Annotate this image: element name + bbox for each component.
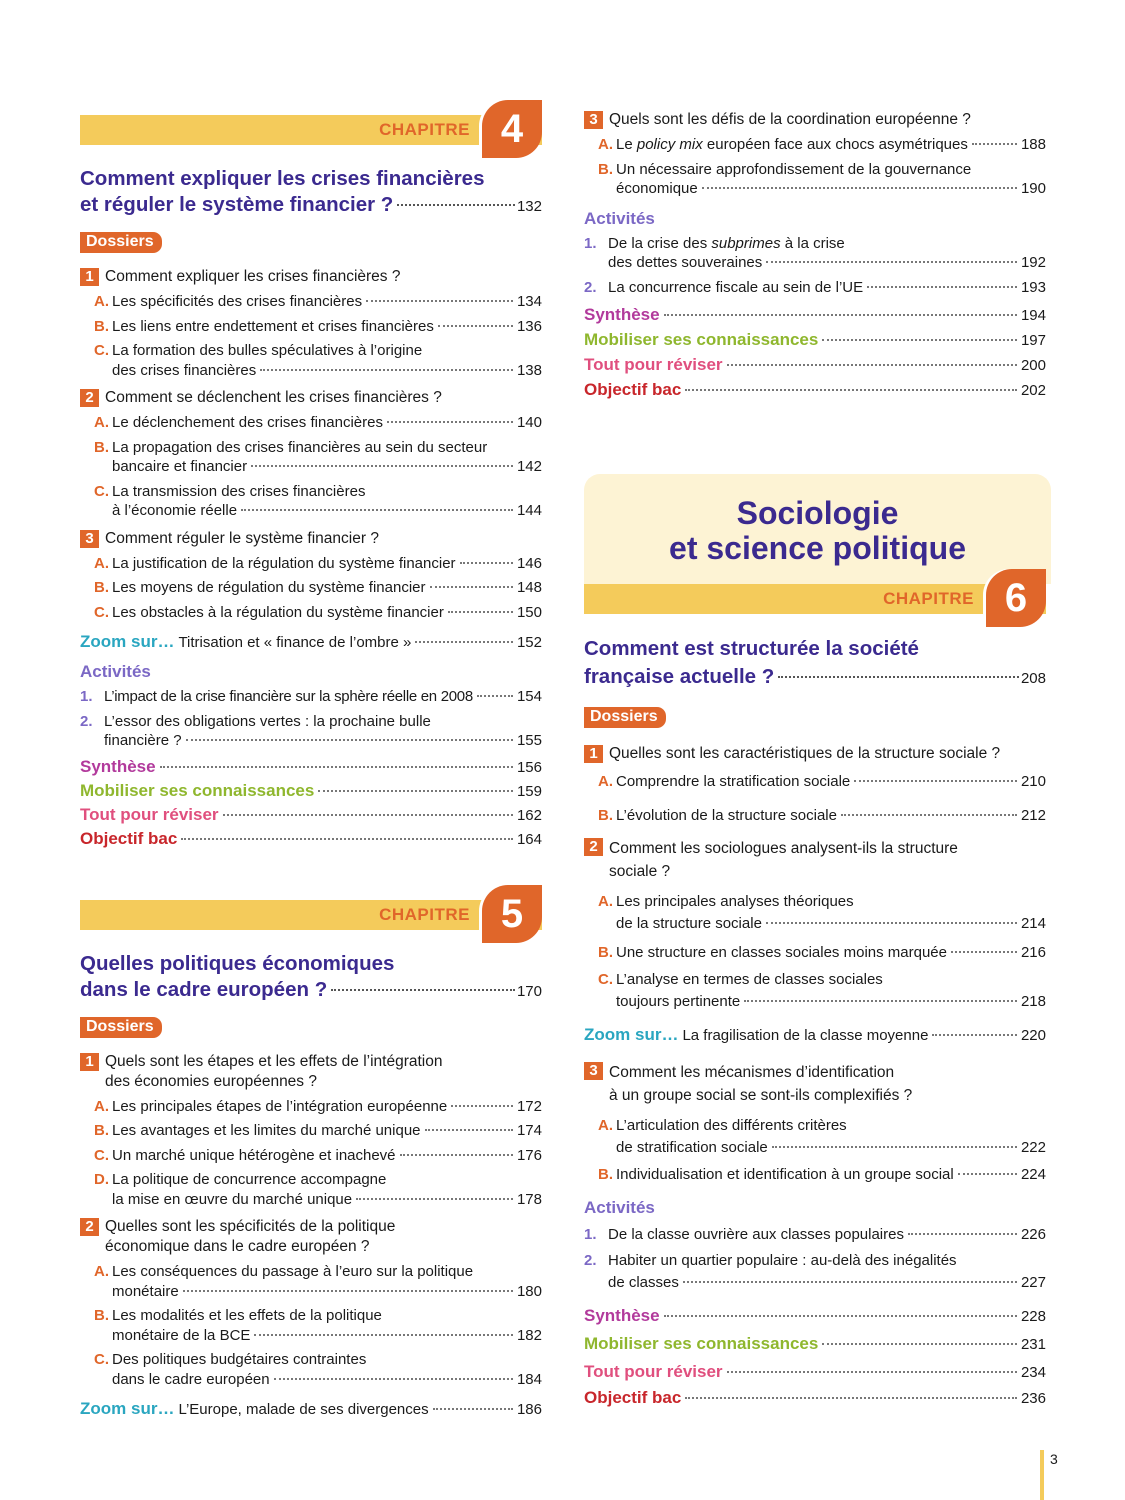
toc-entry[interactable] — [584, 943, 1046, 963]
dossier-heading[interactable] — [80, 1217, 542, 1257]
page-ref: 144 — [516, 502, 542, 519]
left-column — [80, 100, 542, 1419]
section-title-line: Sociologie — [736, 495, 899, 531]
page-ref: 159 — [516, 782, 542, 800]
entry-text: Une structure en classes sociales moins marquée — [616, 944, 947, 961]
objectif-bac-entry[interactable] — [80, 829, 542, 849]
tout-pour-reviser-entry[interactable] — [584, 355, 1046, 375]
objectif-bac-entry[interactable] — [584, 1388, 1046, 1408]
dossier-title: Comment réguler le système financier ? — [105, 529, 379, 547]
chapter-6-bar — [584, 569, 1046, 631]
entry-text: Individualisation et identification à un groupe social — [616, 1165, 954, 1183]
entry-text: dans le cadre européen — [112, 1370, 270, 1388]
entry-text: La formation des bulles spéculatives à l’origine — [112, 342, 423, 359]
tout-pour-reviser-entry[interactable] — [80, 805, 542, 825]
page-ref: 178 — [516, 1190, 542, 1208]
page-ref: 172 — [516, 1097, 542, 1115]
entry-text: Mobiliser ses connaissances — [584, 1333, 819, 1353]
entry-text: La fragilisation de la classe moyenne — [682, 1026, 929, 1044]
mobiliser-entry[interactable] — [80, 781, 542, 801]
toc-entry[interactable] — [584, 1165, 1046, 1185]
entry-letter: B. — [598, 806, 613, 824]
mobiliser-entry[interactable] — [584, 1334, 1046, 1354]
chapter-5-bar — [80, 885, 542, 947]
entry-text: Les principales étapes de l’intégration européenne — [112, 1097, 448, 1115]
page-ref: 186 — [516, 1401, 542, 1418]
toc-entry[interactable] — [584, 806, 1046, 826]
activites-heading: Activités — [584, 1198, 655, 1217]
page-ref: 224 — [1020, 1165, 1046, 1183]
page-ref: 164 — [516, 830, 542, 848]
chapter-4-title[interactable] — [80, 166, 542, 220]
page-ref: 226 — [1020, 1226, 1046, 1243]
activity-number: 2. — [584, 1251, 597, 1269]
right-column-bottom — [584, 569, 1046, 1408]
entry-text: La justification de la régulation du système financier — [112, 554, 456, 572]
dossier-title: Quelles sont les spécificités de la politique — [105, 1218, 396, 1235]
chapter-title-line: française actuelle ? — [584, 665, 775, 688]
page-ref: 218 — [1020, 992, 1046, 1010]
entry-text: Objectif bac — [584, 1387, 682, 1407]
dossiers-badge: Dossiers — [584, 707, 666, 728]
entry-text: L’essor des obligations vertes : la prochaine bulle — [104, 712, 431, 730]
entry-text: Les conséquences du passage à l’euro sur la politique — [112, 1263, 474, 1280]
page-ref: 176 — [516, 1146, 542, 1164]
page-ref: 200 — [1020, 357, 1046, 374]
entry-text: Les spécificités des crises financières — [112, 293, 363, 310]
page-ref: 156 — [516, 758, 542, 776]
chapter-label: CHAPITRE — [883, 589, 974, 608]
toc-entry[interactable] — [80, 1121, 542, 1141]
dossier-heading[interactable] — [80, 267, 542, 287]
entry-text: La concurrence fiscale au sein de l’UE — [608, 278, 864, 296]
toc-entry[interactable] — [80, 1170, 542, 1209]
toc-entry[interactable] — [80, 341, 542, 380]
page-ref: 134 — [516, 293, 542, 310]
chapter-band — [80, 900, 542, 930]
section-title — [584, 474, 1051, 566]
right-column-top — [584, 100, 1046, 400]
dossier-title: à un groupe social se sont-ils complexifiés ? — [609, 1086, 913, 1104]
page-ref: 148 — [516, 579, 542, 596]
chapter-5-title[interactable] — [80, 951, 542, 1005]
page-ref: 212 — [1020, 806, 1046, 824]
toc-entry[interactable] — [80, 1262, 542, 1301]
entry-letter: A. — [94, 414, 109, 431]
dossier-number: 3 — [80, 530, 99, 548]
chapter-4-bar — [80, 100, 542, 162]
entry-letter: C. — [94, 1146, 109, 1164]
toc-entry[interactable] — [584, 891, 1046, 935]
entry-text: européen face aux chocs asymétriques — [702, 136, 968, 153]
dossier-heading[interactable] — [80, 1052, 542, 1092]
chapter-title-line: Comment est structurée la société — [584, 637, 919, 660]
page-number: 3 — [1050, 1451, 1058, 1467]
entry-letter: B. — [94, 438, 109, 456]
entry-letter: A. — [94, 1263, 109, 1280]
entry-text: La politique de concurrence accompagne — [112, 1171, 387, 1188]
entry-text: des crises financières — [112, 361, 257, 379]
page-ref: 184 — [516, 1370, 542, 1388]
dossier-heading[interactable] — [80, 529, 542, 549]
entry-text: Mobiliser ses connaissances — [584, 330, 819, 349]
toc-entry[interactable] — [584, 772, 1046, 792]
dossier-number: 2 — [584, 838, 603, 856]
chapter-label: CHAPITRE — [379, 904, 470, 924]
activity-entry[interactable] — [80, 712, 542, 751]
entry-letter: D. — [94, 1171, 109, 1188]
entry-text: Titrisation et « finance de l’ombre » — [178, 634, 412, 651]
zoom-entry[interactable] — [584, 1025, 1046, 1045]
page-ref: 208 — [1020, 670, 1046, 687]
entry-letter: C. — [598, 970, 613, 988]
toc-entry[interactable] — [80, 413, 542, 433]
activity-entry[interactable] — [80, 687, 542, 707]
dossier-number: 3 — [584, 1062, 603, 1080]
entry-text: Comprendre la stratification sociale — [616, 773, 851, 790]
page-ref: 154 — [516, 688, 542, 705]
toc-entry[interactable] — [80, 482, 542, 521]
chapter-number: 5 — [482, 885, 542, 943]
entry-text: Mobiliser ses connaissances — [80, 780, 315, 800]
activites-heading: Activités — [80, 662, 151, 681]
page-ref: 222 — [1020, 1138, 1046, 1156]
page-ref: 197 — [1020, 332, 1046, 349]
page-ref: 231 — [1020, 1335, 1046, 1353]
section-title-line: et science politique — [669, 530, 966, 566]
entry-text: Tout pour réviser — [80, 804, 219, 824]
entry-letter: C. — [94, 603, 109, 621]
objectif-bac-entry[interactable] — [584, 380, 1046, 400]
entry-letter: A. — [94, 554, 109, 572]
toc-entry[interactable] — [80, 1350, 542, 1389]
entry-text: De la crise des — [608, 234, 712, 252]
entry-text: Objectif bac — [584, 380, 682, 399]
chapter-label: CHAPITRE — [379, 120, 470, 139]
entry-text: monétaire de la BCE — [112, 1326, 251, 1344]
dossiers-badge: Dossiers — [80, 1017, 162, 1038]
entry-text: bancaire et financier — [112, 458, 248, 475]
page-ref: 210 — [1020, 773, 1046, 790]
activity-number: 1. — [584, 1226, 597, 1243]
zoom-label: Zoom sur… — [584, 1024, 679, 1044]
toc-entry[interactable] — [80, 1306, 542, 1345]
dossier-title: Quels sont les étapes et les effets de l’intégration — [105, 1052, 443, 1070]
entry-letter: A. — [598, 136, 613, 153]
toc-entry[interactable] — [584, 969, 1046, 1013]
dossier-heading[interactable] — [80, 388, 542, 408]
synthese-entry[interactable] — [80, 757, 542, 777]
entry-letter: B. — [598, 160, 613, 178]
toc-entry[interactable] — [584, 160, 1046, 199]
entry-letter: B. — [94, 317, 109, 335]
page-ref: 236 — [1020, 1389, 1046, 1407]
entry-text: Synthèse — [584, 1305, 660, 1325]
page-number-bar — [1040, 1450, 1044, 1500]
dossier-title: Comment les mécanismes d’identification — [609, 1063, 895, 1081]
dossier-number: 3 — [584, 111, 603, 129]
toc-entry[interactable] — [80, 1146, 542, 1166]
entry-letter: C. — [94, 1351, 109, 1368]
page-ref: 170 — [516, 982, 542, 1000]
entry-letter: A. — [598, 773, 613, 790]
entry-text: Synthèse — [584, 305, 660, 324]
entry-text: de la structure sociale — [616, 915, 762, 932]
chapter-band — [80, 115, 542, 145]
dossier-number: 1 — [80, 1053, 99, 1071]
entry-letter: A. — [94, 293, 109, 310]
dossier-title: sociale ? — [609, 863, 671, 880]
page-ref: 180 — [516, 1282, 542, 1300]
page-ref: 194 — [1020, 307, 1046, 324]
entry-text: monétaire — [112, 1282, 179, 1300]
toc-entry[interactable] — [80, 292, 542, 312]
activity-number: 1. — [584, 234, 597, 252]
entry-letter: B. — [94, 1307, 109, 1324]
activity-entry[interactable] — [584, 234, 1046, 273]
entry-text: De la classe ouvrière aux classes populaires — [608, 1226, 904, 1243]
entry-text: Synthèse — [80, 756, 156, 776]
entry-letter: C. — [94, 482, 109, 500]
entry-text: Les principales analyses théoriques — [616, 893, 854, 910]
activity-number: 2. — [584, 278, 597, 296]
page-ref: 140 — [516, 414, 542, 431]
page-ref: 162 — [516, 806, 542, 824]
activity-entry[interactable] — [584, 1225, 1046, 1245]
page-ref: 136 — [516, 317, 542, 335]
entry-text: la mise en œuvre du marché unique — [112, 1190, 353, 1208]
chapter-number: 6 — [986, 569, 1046, 627]
page-ref: 220 — [1020, 1026, 1046, 1044]
page-ref: 142 — [516, 458, 542, 475]
entry-text: Objectif bac — [80, 828, 178, 848]
entry-text: de classes — [608, 1273, 679, 1291]
dossier-number: 1 — [80, 268, 99, 286]
chapter-title-line: Quelles politiques économiques — [80, 951, 395, 975]
entry-text: à l’économie réelle — [112, 502, 238, 519]
page-ref: 174 — [516, 1122, 542, 1139]
toc-entry[interactable] — [80, 554, 542, 574]
page-ref: 132 — [516, 198, 542, 215]
entry-letter: A. — [598, 1116, 613, 1134]
zoom-entry[interactable] — [80, 1399, 542, 1419]
entry-text: toujours pertinente — [616, 992, 741, 1010]
dossier-title: Quelles sont les caractéristiques de la structure sociale ? — [609, 745, 1001, 762]
entry-text: L’analyse en termes de classes sociales — [616, 970, 883, 988]
dossier-title: Comment les sociologues analysent-ils la structure — [609, 840, 958, 857]
page-ref: 228 — [1020, 1307, 1046, 1325]
toc-entry[interactable] — [80, 603, 542, 623]
activites-heading: Activités — [584, 208, 655, 228]
chapter-title-line: et réguler le système financier ? — [80, 193, 394, 216]
zoom-entry[interactable] — [80, 632, 542, 652]
page-ref: 202 — [1020, 382, 1046, 399]
dossier-heading[interactable] — [584, 744, 1046, 764]
chapter-band — [584, 584, 1046, 614]
entry-text: L’impact de la crise financière sur la sphère réelle en 2008 — [104, 688, 473, 705]
entry-text: Les avantages et les limites du marché unique — [112, 1122, 421, 1139]
chapter-title-line: Comment expliquer les crises financières — [80, 167, 485, 190]
synthese-entry[interactable] — [584, 305, 1046, 325]
dossier-number: 2 — [80, 389, 99, 407]
entry-letter: C. — [94, 342, 109, 359]
page-ref: 234 — [1020, 1363, 1046, 1381]
activity-entry[interactable] — [584, 278, 1046, 298]
chapter-number: 4 — [482, 100, 542, 158]
entry-letter: B. — [598, 944, 613, 961]
zoom-label: Zoom sur… — [80, 1399, 175, 1418]
chapter-title-line: dans le cadre européen ? — [80, 977, 328, 1001]
toc-entry[interactable] — [584, 1115, 1046, 1159]
entry-text: La transmission des crises financières — [112, 482, 366, 500]
dossier-title: des économies européennes ? — [105, 1072, 317, 1090]
entry-text: des dettes souveraines — [608, 254, 763, 271]
entry-letter: A. — [598, 893, 613, 910]
entry-text: Un marché unique hétérogène et inachevé — [112, 1146, 396, 1164]
dossier-number: 2 — [80, 1218, 99, 1236]
page-ref: 155 — [516, 732, 542, 749]
page-ref: 152 — [516, 634, 542, 651]
entry-text: L’articulation des différents critères — [616, 1116, 847, 1134]
entry-text: Les obstacles à la régulation du système financier — [112, 603, 444, 621]
page-ref: 214 — [1020, 915, 1046, 932]
page-ref: 193 — [1020, 278, 1046, 296]
tout-pour-reviser-entry[interactable] — [584, 1362, 1046, 1382]
zoom-label: Zoom sur… — [80, 632, 175, 651]
entry-letter: B. — [94, 579, 109, 596]
activity-entry[interactable] — [584, 1250, 1046, 1294]
page-ref: 227 — [1020, 1273, 1046, 1291]
page-ref: 190 — [1020, 180, 1046, 197]
chapter-6-title[interactable] — [584, 635, 1046, 693]
entry-text: Les moyens de régulation du système financier — [112, 579, 426, 596]
entry-letter: B. — [94, 1122, 109, 1139]
entry-text: Le — [616, 136, 637, 153]
dossier-title: Quels sont les défis de la coordination européenne ? — [609, 111, 971, 128]
entry-letter: B. — [598, 1165, 613, 1183]
dossier-title: Comment se déclenchent les crises financières ? — [105, 389, 442, 406]
dossier-heading[interactable] — [584, 1061, 1046, 1107]
entry-text: économique — [616, 180, 698, 197]
toc-entry[interactable] — [80, 1097, 542, 1117]
page-ref: 188 — [1020, 136, 1046, 153]
entry-text: financière ? — [104, 732, 182, 749]
entry-text: Le déclenchement des crises financières — [112, 414, 383, 431]
entry-text: Un nécessaire approfondissement de la gouvernance — [616, 160, 972, 178]
toc-entry[interactable] — [80, 578, 542, 598]
page-ref: 150 — [516, 603, 542, 621]
entry-text: L’évolution de la structure sociale — [616, 806, 837, 824]
entry-text: Tout pour réviser — [584, 355, 723, 374]
dossier-heading[interactable] — [584, 110, 1046, 130]
entry-text-italic: policy mix — [636, 136, 703, 153]
synthese-entry[interactable] — [584, 1306, 1046, 1326]
toc-entry[interactable] — [80, 438, 542, 477]
entry-text: Tout pour réviser — [584, 1361, 723, 1381]
entry-text: à la crise — [780, 234, 845, 252]
section-title-box — [584, 474, 1051, 584]
toc-entry[interactable] — [80, 317, 542, 337]
entry-letter: A. — [94, 1097, 109, 1115]
page-ref: 138 — [516, 361, 542, 379]
entry-text: Les liens entre endettement et crises financières — [112, 317, 434, 335]
page-ref: 192 — [1020, 254, 1046, 271]
page-ref: 216 — [1020, 944, 1046, 961]
entry-text: L’Europe, malade de ses divergences — [178, 1401, 429, 1418]
mobiliser-entry[interactable] — [584, 330, 1046, 350]
entry-text: de stratification sociale — [616, 1138, 768, 1156]
dossier-number: 1 — [584, 745, 603, 763]
activity-number: 2. — [80, 712, 93, 730]
entry-text: La propagation des crises financières au sein du secteur — [112, 438, 488, 456]
dossier-heading[interactable] — [584, 837, 1046, 883]
page-ref: 146 — [516, 554, 542, 572]
page-ref: 182 — [516, 1326, 542, 1344]
entry-text: Habiter un quartier populaire : au-delà des inégalités — [608, 1251, 957, 1269]
dossiers-badge: Dossiers — [80, 232, 162, 253]
entry-text: Des politiques budgétaires contraintes — [112, 1351, 367, 1368]
toc-entry[interactable] — [584, 135, 1046, 155]
dossier-title: économique dans le cadre européen ? — [105, 1238, 370, 1255]
activity-number: 1. — [80, 688, 93, 705]
entry-text: Les modalités et les effets de la politique — [112, 1307, 382, 1324]
entry-text-italic: subprimes — [711, 234, 781, 252]
dossier-title: Comment expliquer les crises financières ? — [105, 268, 401, 285]
